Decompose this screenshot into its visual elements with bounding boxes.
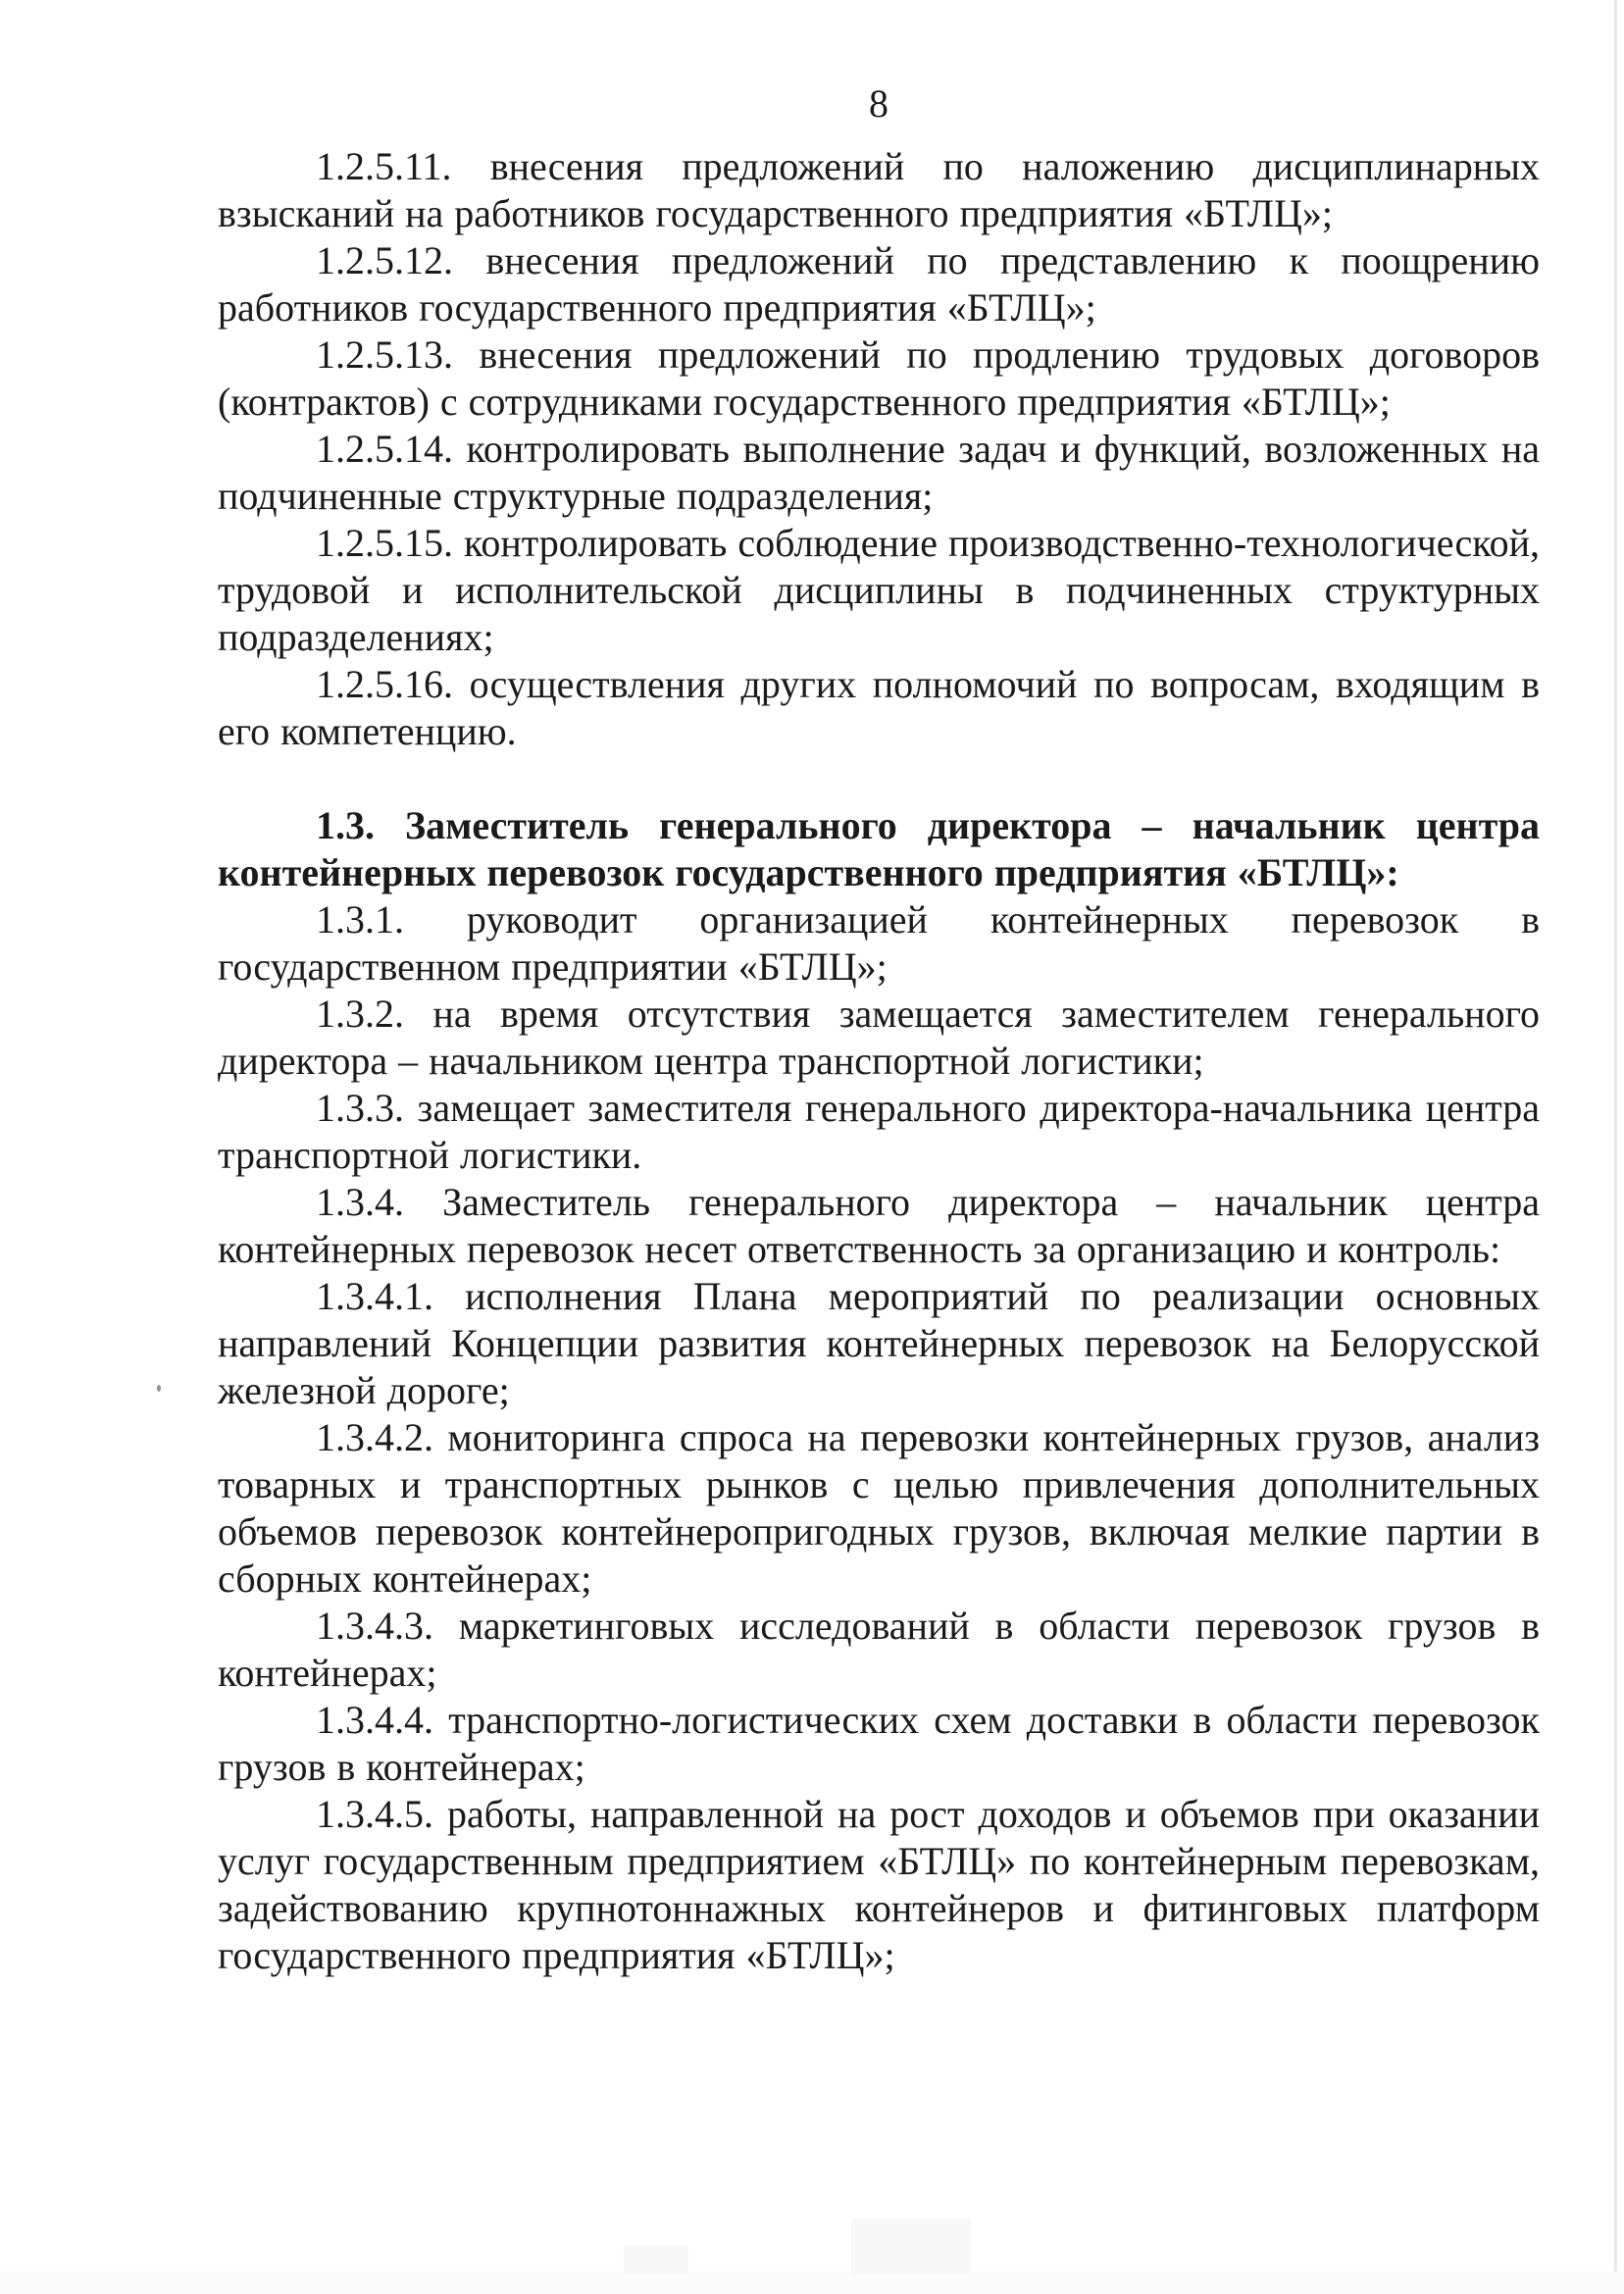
paragraph-1-2-5-12: 1.2.5.12. внесения предложений по представлению к поощрению работников государственного предприятия «БТЛЦ»;	[218, 238, 1540, 330]
scan-edge-line	[1614, 0, 1617, 2294]
paragraph-1-3-4: 1.3.4. Заместитель генерального директора – начальник центра контейнерных перевозок несет ответственность за организацию и контроль:	[218, 1180, 1540, 1271]
paragraph-1-3-2: 1.3.2. на время отсутствия замещается заместителем генерального директора – начальником центра транспортной логистики;	[218, 992, 1540, 1083]
paragraph-1-3-4-3: 1.3.4.3. маркетинговых исследований в области перевозок грузов в контейнерах;	[218, 1604, 1540, 1695]
paragraph-1-3-4-2: 1.3.4.2. мониторинга спроса на перевозки контейнерных грузов, анализ товарных и транспортных рынков с целью привлечения дополнительных объемов перевозок контейнеропригодных грузов, включая мелкие партии в сборных контейнерах;	[218, 1415, 1540, 1601]
paragraph-1-3-3: 1.3.3. замещает заместителя генерального директора-начальника центра транспортной логистики.	[218, 1086, 1540, 1177]
scan-artifact-blot	[624, 2246, 688, 2275]
scan-artifact-blot	[851, 2218, 971, 2275]
page-number: 8	[869, 81, 888, 126]
scan-bottom-strip	[0, 2271, 1624, 2294]
paragraph-1-2-5-16: 1.2.5.16. осуществления других полномочий по вопросам, входящим в его компетенцию.	[218, 662, 1540, 753]
paragraph-1-3-4-1: 1.3.4.1. исполнения Плана мероприятий по реализации основных направлений Концепции развития контейнерных перевозок на Белорусской железной дороге;	[218, 1274, 1540, 1412]
paragraph-1-3-4-4: 1.3.4.4. транспортно-логистических схем доставки в области перевозок грузов в контейнерах;	[218, 1698, 1540, 1789]
section-heading-1-3: 1.3. Заместитель генерального директора – начальник центра контейнерных перевозок государственного предприятия «БТЛЦ»:	[218, 803, 1540, 894]
paragraph-1-2-5-11: 1.2.5.11. внесения предложений по наложению дисциплинарных взысканий на работников государственного предприятия «БТЛЦ»;	[218, 144, 1540, 235]
paragraph-1-2-5-15: 1.2.5.15. контролировать соблюдение производственно-технологической, трудовой и исполнительской дисциплины в подчиненных структурных подразделениях;	[218, 521, 1540, 659]
paragraph-1-2-5-13: 1.2.5.13. внесения предложений по продлению трудовых договоров (контрактов) с сотрудниками государственного предприятия «БТЛЦ»;	[218, 332, 1540, 424]
paragraph-1-3-1: 1.3.1. руководит организацией контейнерных перевозок в государственном предприятии «БТЛЦ»;	[218, 897, 1540, 989]
scan-ink-speck	[157, 1385, 161, 1392]
paragraph-1-3-4-5: 1.3.4.5. работы, направленной на рост доходов и объемов при оказании услуг государственным предприятием «БТЛЦ» по контейнерным перевозкам, задействованию крупнотоннажных контейнеров и фитинговых платформ государственного предприятия «БТЛЦ»;	[218, 1792, 1540, 1977]
document-body	[218, 143, 1540, 1979]
paragraph-1-2-5-14: 1.2.5.14. контролировать выполнение задач и функций, возложенных на подчиненные структурные подразделения;	[218, 427, 1540, 518]
